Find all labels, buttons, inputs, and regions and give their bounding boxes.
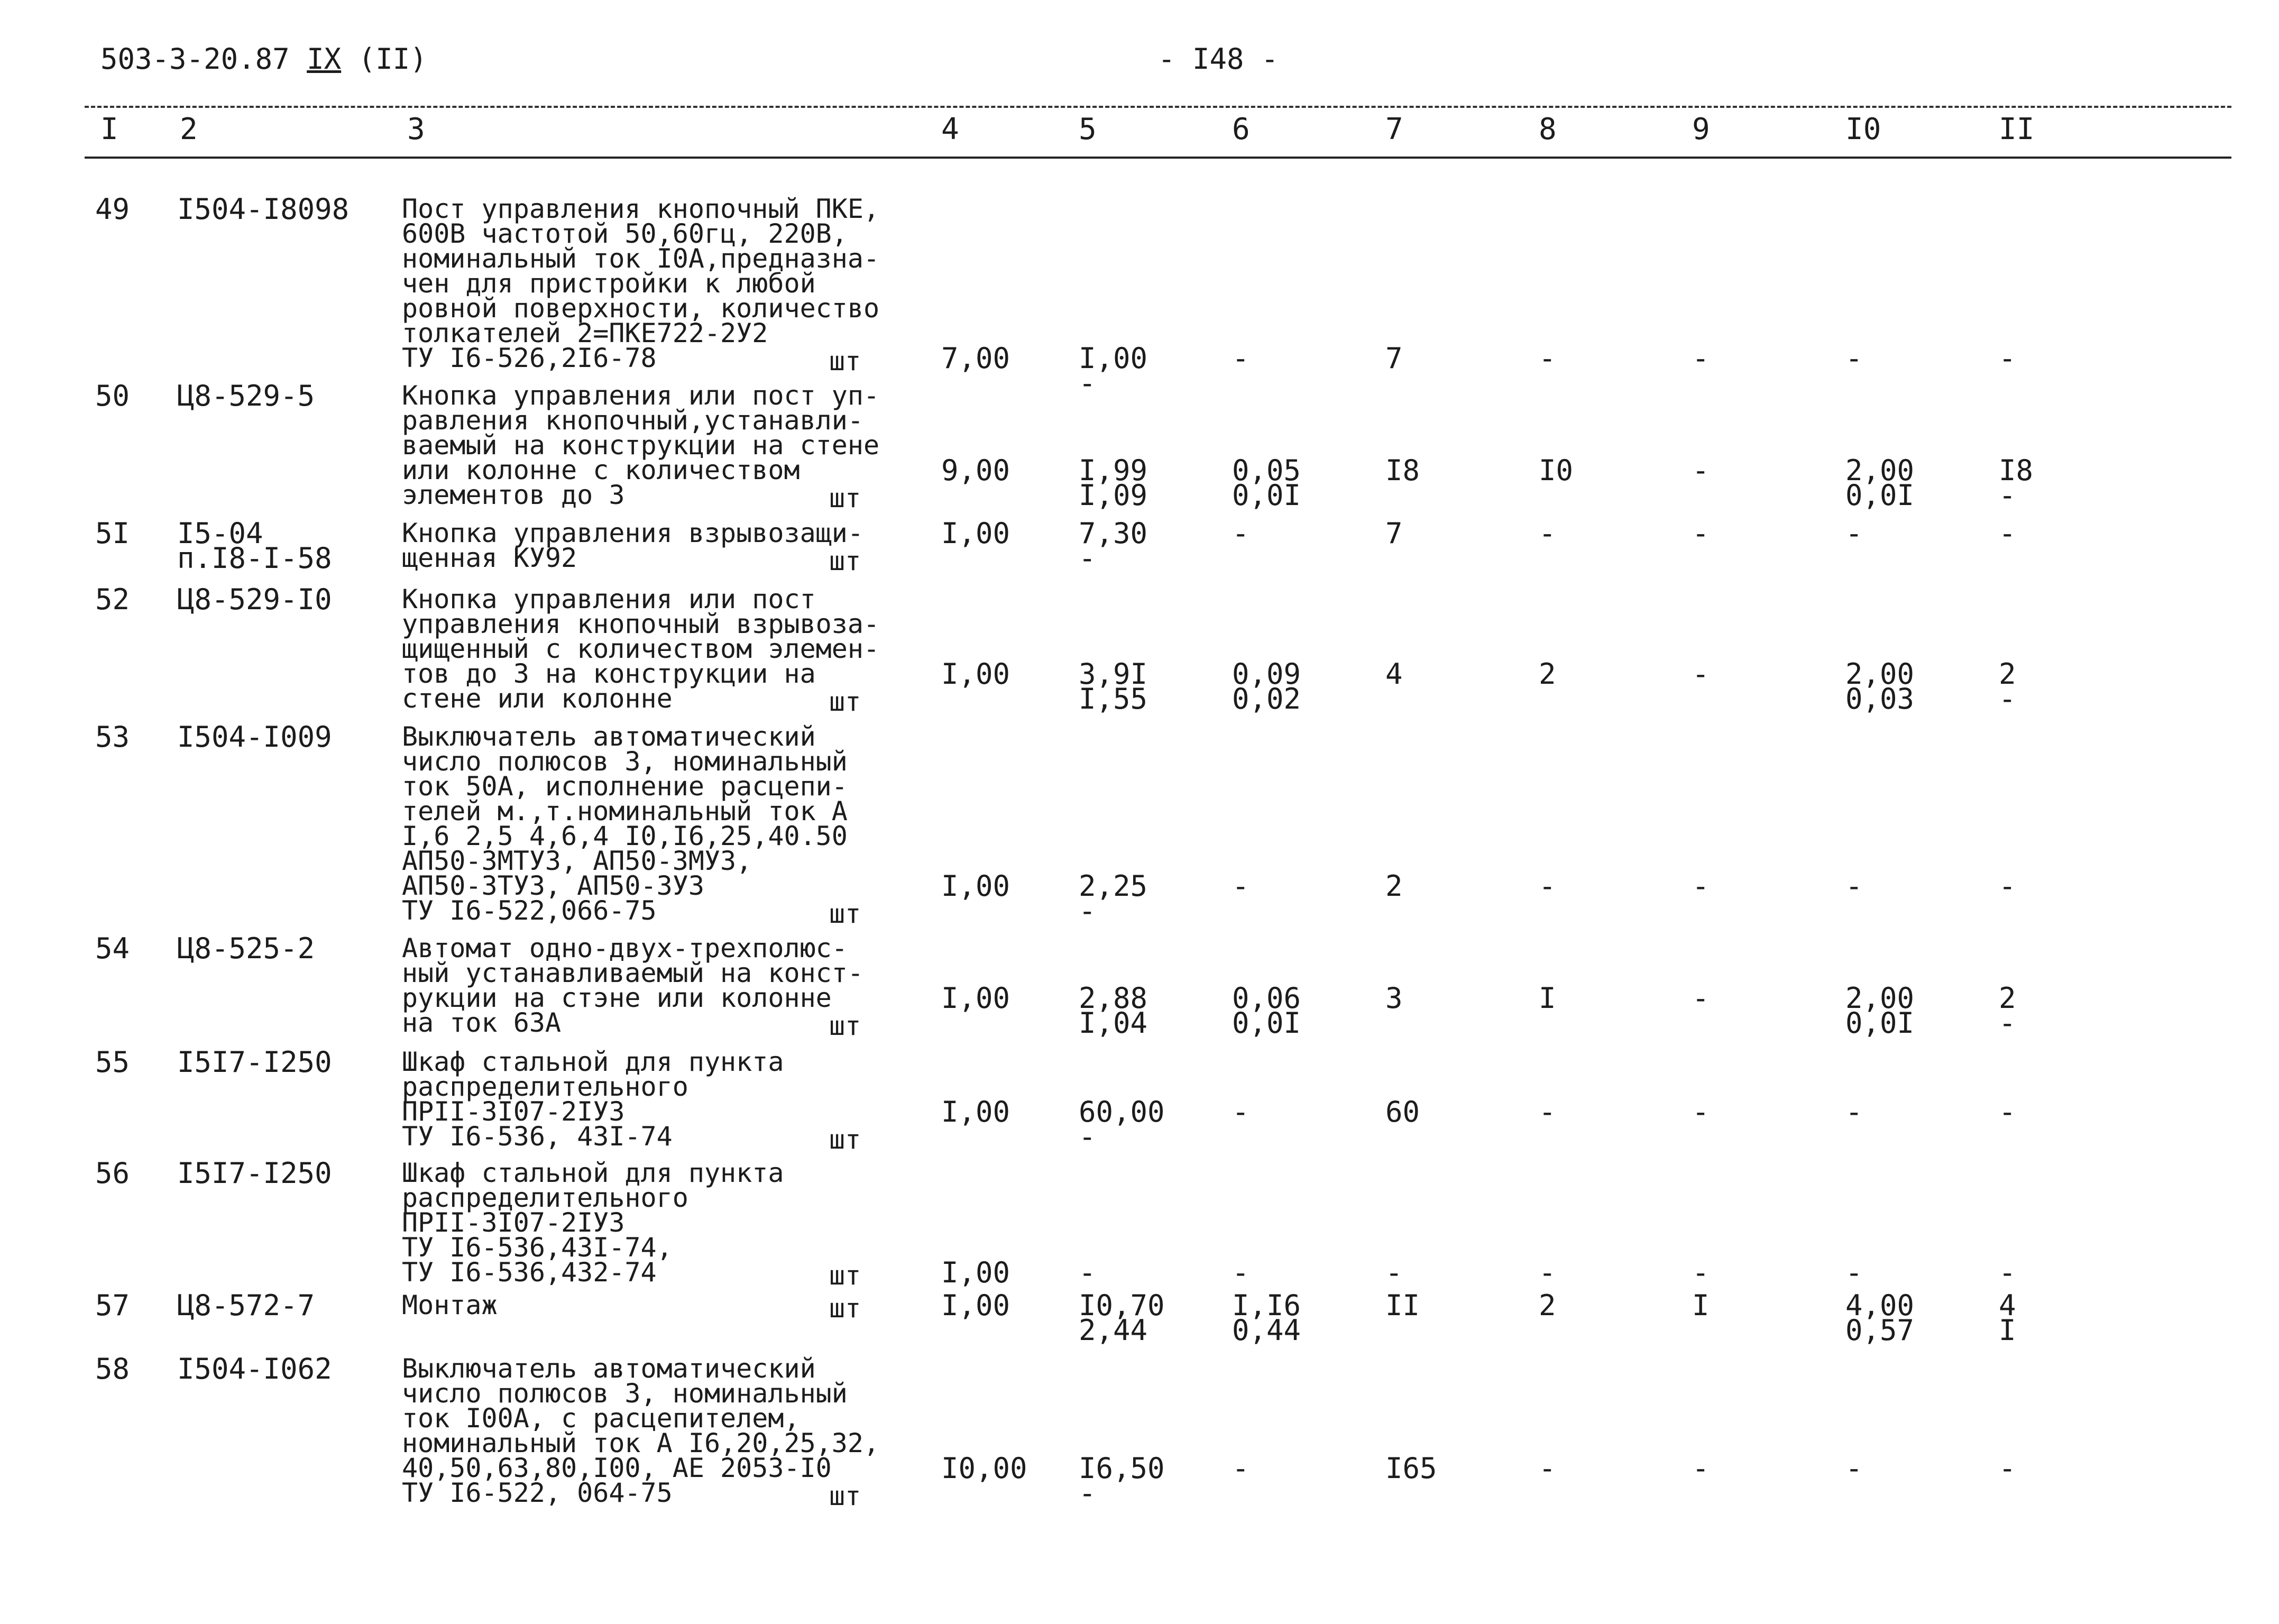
row-c9: I (1692, 1289, 1710, 1322)
row-unit: шт (829, 346, 861, 377)
row-c4: I,00 (941, 981, 1010, 1015)
row-description: Кнопка управления или пост уп- равления кнопочный,устанавли- ваемый на конструкции на стене или колонне с количеством элементов до 3 (402, 380, 880, 510)
row-c10: 2,00 0,0I (1845, 454, 1915, 512)
column-header-8: 8 (1539, 112, 1557, 146)
row-c6: 0,06 0,0I (1232, 981, 1301, 1040)
row-c6: - (1232, 342, 1249, 375)
row-unit: шт (829, 1011, 861, 1041)
row-number: 56 (95, 1157, 130, 1190)
row-c7: 7 (1385, 517, 1403, 550)
row-c4: 9,00 (941, 454, 1010, 487)
row-c6: 0,05 0,0I (1232, 454, 1301, 512)
row-unit: шт (829, 483, 861, 513)
column-header-1: I (100, 112, 118, 146)
row-c9: - (1692, 1256, 1710, 1289)
row-unit: шт (829, 1124, 861, 1155)
row-c7: 60 (1385, 1095, 1420, 1128)
row-c9: - (1692, 869, 1710, 903)
row-c7: I65 (1385, 1452, 1437, 1485)
column-header-2: 2 (180, 112, 198, 146)
row-c9: - (1692, 657, 1710, 691)
row-c8: - (1539, 517, 1556, 550)
row-c5: I,99 I,09 (1079, 454, 1148, 512)
row-c9: - (1692, 1452, 1710, 1485)
row-c6: - (1232, 1452, 1249, 1485)
row-code: I5-04 п.I8-I-58 (177, 517, 332, 575)
row-c11: 4 I (1999, 1289, 2016, 1347)
row-c11: 2 - (1999, 981, 2016, 1040)
doc-code (100, 42, 427, 76)
row-c7: - (1385, 1256, 1403, 1289)
row-c10: - (1845, 517, 1863, 550)
row-c8: - (1539, 1095, 1556, 1128)
column-header-7: 7 (1385, 112, 1403, 146)
row-number: 50 (95, 379, 130, 412)
row-c8: I (1539, 981, 1556, 1015)
doc-code-number: 503-3-20.87 (100, 42, 290, 76)
row-number: 52 (95, 583, 130, 616)
column-header-3: 3 (407, 112, 425, 146)
row-c4: I,00 (941, 1095, 1010, 1128)
row-description: Кнопка управления взрывозащи- щенная КУ92 (402, 518, 863, 573)
row-c10: - (1845, 1095, 1863, 1128)
row-c5: I6,50 - (1079, 1452, 1165, 1510)
header-top-rule (85, 106, 2231, 108)
row-c7: II (1385, 1289, 1420, 1322)
row-c4: I,00 (941, 517, 1010, 550)
row-c10: - (1845, 869, 1863, 903)
row-code: I5I7-I250 (177, 1045, 332, 1079)
row-c6: - (1232, 1256, 1249, 1289)
row-number: 49 (95, 192, 130, 226)
row-c6: - (1232, 869, 1249, 903)
column-header-10: I0 (1845, 112, 1881, 146)
column-header-11: II (1999, 112, 2035, 146)
column-header-4: 4 (941, 112, 959, 146)
row-description: Пост управления кнопочный ПКЕ, 600В частотой 50,60гц, 220В, номинальный ток I0A,предназна- чен для пристройки к любой ровной поверхности, количество толкателей 2=ПКЕ722-2У2 ТУ I6-526,2I6-78 (402, 194, 880, 373)
column-header-9: 9 (1692, 112, 1710, 146)
row-c5: 3,9I I,55 (1079, 657, 1148, 715)
row-c7: 3 (1385, 981, 1403, 1015)
row-c7: 4 (1385, 657, 1403, 691)
row-c5: - (1079, 1256, 1096, 1289)
row-code: Ц8-529-I0 (177, 583, 332, 616)
row-c5: 2,25 - (1079, 869, 1148, 928)
row-number: 54 (95, 932, 130, 965)
row-c5: I,00 - (1079, 342, 1148, 400)
row-code: I5I7-I250 (177, 1157, 332, 1190)
row-unit: шт (829, 1481, 861, 1511)
row-number: 53 (95, 720, 130, 754)
row-description: Монтаж (402, 1290, 498, 1320)
row-c9: - (1692, 342, 1710, 375)
row-code: Ц8-525-2 (177, 932, 315, 965)
row-c10: - (1845, 1256, 1863, 1289)
row-c7: 2 (1385, 869, 1403, 903)
row-c10: - (1845, 1452, 1863, 1485)
row-c8: I0 (1539, 454, 1574, 487)
row-c10: 2,00 0,03 (1845, 657, 1915, 715)
row-c5: 2,88 I,04 (1079, 981, 1148, 1040)
row-c11: 2 - (1999, 657, 2016, 715)
row-number: 55 (95, 1045, 130, 1079)
row-c9: - (1692, 1095, 1710, 1128)
row-c4: I,00 (941, 1256, 1010, 1289)
header-bottom-rule (85, 157, 2231, 159)
row-description: Шкаф стальной для пункта распределительного ПРII-3I07-2IУ3 ТУ I6-536,43I-74, ТУ I6-536,432-74 (402, 1158, 784, 1288)
row-code: Ц8-529-5 (177, 379, 315, 412)
row-c7: I8 (1385, 454, 1420, 487)
row-number: 57 (95, 1289, 130, 1322)
row-unit: шт (829, 686, 861, 717)
row-c4: I,00 (941, 1289, 1010, 1322)
row-description: Кнопка управления или пост управления кнопочный взрывоза- щищенный с количеством элемен- тов до 3 на конструкции на стене или колонне (402, 584, 880, 714)
row-code: I504-I009 (177, 720, 332, 754)
row-unit: шт (829, 546, 861, 576)
row-c8: - (1539, 869, 1556, 903)
page-number: - I48 - (1158, 42, 1279, 76)
row-c8: 2 (1539, 657, 1556, 691)
row-c4: I,00 (941, 869, 1010, 903)
row-c8: - (1539, 342, 1556, 375)
row-c4: I,00 (941, 657, 1010, 691)
row-c9: - (1692, 454, 1710, 487)
row-number: 5I (95, 517, 130, 550)
row-c6: I,I6 0,44 (1232, 1289, 1301, 1347)
row-description: Шкаф стальной для пункта распределительного ПРII-3I07-2IУ3 ТУ I6-536, 43I-74 (402, 1047, 784, 1152)
row-unit: шт (829, 898, 861, 929)
row-c10: 2,00 0,0I (1845, 981, 1915, 1040)
doc-part: (II) (358, 42, 427, 76)
row-c9: - (1692, 517, 1710, 550)
row-c8: - (1539, 1256, 1556, 1289)
row-c11: - (1999, 517, 2016, 550)
row-c10: - (1845, 342, 1863, 375)
row-c6: - (1232, 1095, 1249, 1128)
row-c5: 60,00 - (1079, 1095, 1165, 1153)
column-header-6: 6 (1232, 112, 1250, 146)
row-code: I504-I8098 (177, 192, 350, 226)
row-c4: 7,00 (941, 342, 1010, 375)
row-c7: 7 (1385, 342, 1403, 375)
row-code: Ц8-572-7 (177, 1289, 315, 1322)
row-number: 58 (95, 1352, 130, 1386)
row-c8: 2 (1539, 1289, 1556, 1322)
row-description: Выключатель автоматический число полюсов 3, номинальный ток I00А, с расцепителем, номинальный ток А I6,20,25,32, 40,50,63,80,I00, АЕ 2053-I0 ТУ I6-522, 064-75 (402, 1353, 880, 1508)
row-unit: шт (829, 1260, 861, 1291)
row-description: Выключатель автоматический число полюсов 3, номинальный ток 50А, исполнение расцепи- телей м.,т.номинальный ток А I,6 2,5 4,6,4 I0,I6,25,40.50 АП50-3МТУ3, АП50-3МУ3, АП50-3ТУ3, АП50-3У3 ТУ I6-522,066-75 (402, 721, 848, 926)
row-c5: I0,70 2,44 (1079, 1289, 1165, 1347)
row-description: Автомат одно-двух-трехполюс- ный устанавливаемый на конст- рукции на стэне или колонне на ток 63А (402, 933, 863, 1038)
row-c11: - (1999, 1452, 2016, 1485)
row-c11: - (1999, 869, 2016, 903)
column-header-5: 5 (1079, 112, 1097, 146)
row-c5: 7,30 - (1079, 517, 1148, 575)
row-c4: I0,00 (941, 1452, 1027, 1485)
row-c9: - (1692, 981, 1710, 1015)
row-c6: - (1232, 517, 1249, 550)
row-c11: - (1999, 1095, 2016, 1128)
row-c6: 0,09 0,02 (1232, 657, 1301, 715)
row-c11: I8 - (1999, 454, 2034, 512)
row-c10: 4,00 0,57 (1845, 1289, 1915, 1347)
row-c11: - (1999, 1256, 2016, 1289)
row-code: I504-I062 (177, 1352, 332, 1386)
row-c8: - (1539, 1452, 1556, 1485)
row-unit: шт (829, 1293, 861, 1324)
row-c11: - (1999, 342, 2016, 375)
doc-section: IX (307, 42, 342, 76)
